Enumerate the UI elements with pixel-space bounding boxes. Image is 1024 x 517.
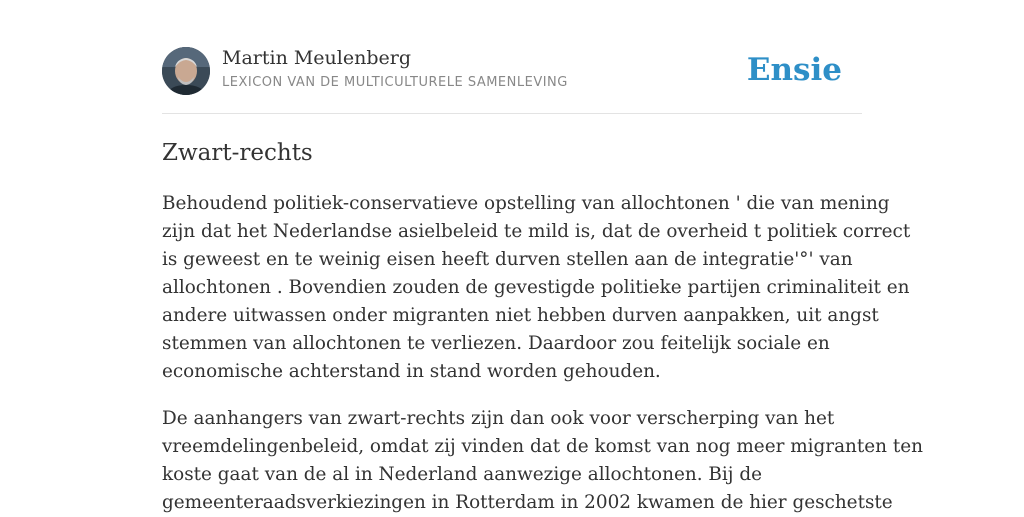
author-name[interactable]: Martin Meulenberg (222, 47, 411, 69)
text-line: andere uitwassen onder migranten niet hebben durven aanpakken, uit angst (162, 305, 879, 326)
text-line: koste gaat van de al in Nederland aanwezige allochtonen. Bij de (162, 464, 762, 485)
text-line: Behoudend politiek-conservatieve opstelling van allochtonen ' die van mening (162, 193, 890, 214)
text-line: gemeenteraadsverkiezingen in Rotterdam in 2002 kwamen de hier geschetste (162, 492, 893, 513)
text-line: stemmen van allochtonen te verliezen. Daardoor zou feitelijk sociale en (162, 333, 830, 354)
text-line: vreemdelingenbeleid, omdat zij vinden dat de komst van nog meer migranten ten (162, 436, 923, 457)
publication-name[interactable]: LEXICON VAN DE MULTICULTURELE SAMENLEVING (222, 75, 568, 90)
author-photo-icon (162, 47, 210, 95)
header-divider (162, 113, 862, 114)
text-line: is geweest en te weinig eisen heeft durven stellen aan de integratie'°' van (162, 249, 853, 270)
ensie-logo[interactable]: Ensie (746, 52, 842, 88)
author-avatar[interactable] (162, 47, 210, 95)
text-line: zijn dat het Nederlandse asielbeleid te mild is, dat de overheid t politiek correct (162, 221, 911, 242)
article-header (162, 46, 862, 96)
article-body (162, 190, 923, 517)
text-line: economische achterstand in stand worden gehouden. (162, 361, 661, 382)
paragraph (162, 405, 923, 517)
text-line: allochtonen . Bovendien zouden de gevestigde politieke partijen criminaliteit en (162, 277, 910, 298)
paragraph (162, 190, 911, 386)
text-line: De aanhangers van zwart-rechts zijn dan ook voor verscherping van het (162, 408, 835, 429)
article-title: Zwart-rechts (162, 140, 313, 166)
